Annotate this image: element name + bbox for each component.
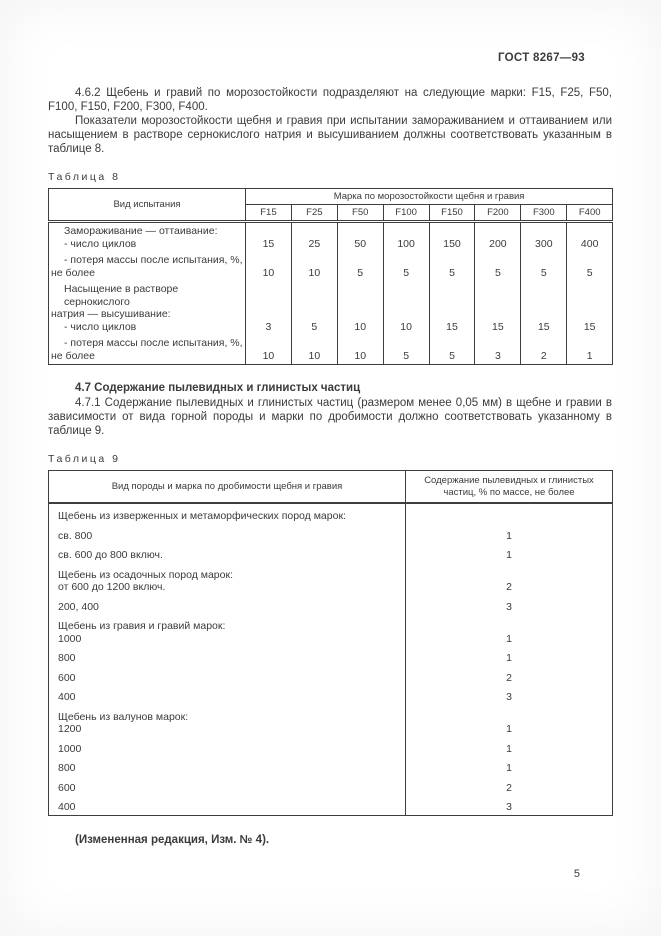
table8-cell-value: 25 (291, 222, 337, 253)
table9-row (49, 795, 613, 815)
table9-cell-value: 1 (506, 762, 512, 774)
table9-row-label (49, 503, 406, 524)
table8-cell-value: 400 (567, 222, 613, 253)
table9-row-label (49, 524, 406, 544)
doc-header (48, 52, 612, 64)
table9-row-label (49, 666, 406, 686)
table8-cell-value: 15 (429, 281, 475, 335)
table8-label-line: - число циклов (64, 320, 137, 333)
table8-cell-value: 150 (429, 222, 475, 253)
table8-cell-value: 100 (383, 222, 429, 253)
table9-cell-value: 3 (506, 801, 512, 813)
table9-row (49, 543, 613, 563)
table8-cell-value: 5 (337, 252, 383, 281)
table8-mark-header: F15 (246, 205, 292, 222)
table9-row (49, 614, 613, 646)
table9-row-label (49, 646, 406, 666)
section-4-7-heading: 4.7 Содержание пылевидных и глинистых частиц (75, 382, 361, 394)
table9-row-label (49, 776, 406, 796)
table9-row (49, 776, 613, 796)
table9-cell-value: 3 (506, 600, 512, 613)
table8-row-label (49, 281, 246, 335)
table8-group-header: Марка по морозостойкости щебня и гравия (246, 189, 613, 205)
table8-label-line: натрия — высушивание: (51, 308, 171, 320)
table9-row-label (49, 685, 406, 705)
table9-cell-value: 2 (506, 781, 512, 794)
table9-label-line: 200, 400 (58, 600, 99, 613)
table8 (48, 188, 613, 365)
table8-mark-header: F400 (567, 205, 613, 222)
table8-mark-header: F150 (429, 205, 475, 222)
table9-row (49, 737, 613, 757)
table8-row-label (49, 222, 246, 253)
table8-mark-header: F300 (521, 205, 567, 222)
table9-row (49, 524, 613, 544)
table8-row-label (49, 335, 246, 365)
table9-row (49, 685, 613, 705)
table8-cell-value: 5 (429, 335, 475, 365)
table9-cell-value: 2 (506, 581, 512, 593)
table9-row-label (49, 737, 406, 757)
table8-cell-value: 50 (337, 222, 383, 253)
table8-label-line: не более (51, 266, 95, 279)
table8-cell-value: 15 (567, 281, 613, 335)
table9-label-line: 1200 (58, 723, 82, 735)
table9-row (49, 705, 613, 737)
table8-row (49, 281, 613, 335)
table8-label-line: Замораживание — оттаивание: (64, 225, 218, 237)
table8-mark-header: F100 (383, 205, 429, 222)
table8-cell-value: 3 (475, 335, 521, 365)
table9-row-label (49, 543, 406, 563)
table9-cell-value: 1 (506, 742, 512, 755)
table9-label-line: Щебень из осадочных пород марок: (58, 568, 233, 581)
table9-cell-value: 1 (506, 723, 512, 735)
table8-caption: Таблица 8 (48, 171, 121, 183)
table9-label-line: 400 (58, 691, 76, 703)
table8-cell-value: 10 (383, 281, 429, 335)
table9-label-line: Щебень из изверженных и метаморфических пород марок: (58, 510, 346, 522)
table8-cell-value: 10 (337, 335, 383, 365)
table8-mark-header: F200 (475, 205, 521, 222)
table9-label-line: 600 (58, 671, 76, 684)
amendment-note: (Измененная редакция, Изм. № 4). (75, 833, 270, 846)
table8-cell-value: 5 (291, 281, 337, 335)
table9-cell-value (406, 503, 613, 524)
table9-label-line: 1000 (58, 632, 82, 645)
table8-label-line: - число циклов (64, 237, 137, 250)
paragraph-frost-intro: Показатели морозостойкости щебня и гравия при испытании замораживанием и оттаиванием или насыщением в растворе сернокислого натрия и высушиванием должны соответствовать указанным в таблице 8. (48, 115, 612, 155)
table9-label-line: 1000 (58, 742, 82, 755)
page-number: 5 (573, 867, 580, 880)
table9 (48, 470, 613, 816)
table8-label-line: - потеря массы после испытания, %, (64, 254, 243, 266)
table9-row-label (49, 595, 406, 615)
table9-row-label (49, 795, 406, 815)
table8-row-label (49, 252, 246, 281)
table9-label-line: св. 800 (58, 529, 93, 542)
table9-cell-value: 1 (506, 652, 512, 664)
table9-label-line: 400 (58, 801, 76, 813)
table8-mark-header: F25 (291, 205, 337, 222)
table9-row-label (49, 614, 406, 646)
table8-col1-header: Вид испытания (49, 189, 246, 222)
table9-label-line: 800 (58, 652, 76, 664)
table8-cell-value: 5 (475, 252, 521, 281)
table8-cell-value: 5 (383, 252, 429, 281)
table9-row-label (49, 563, 406, 595)
table8-header-row-1 (49, 189, 613, 205)
table9-col1-header: Вид породы и марка по дробимости щебня и гравия (49, 471, 406, 504)
table8-cell-value: 5 (429, 252, 475, 281)
table9-cell-value: 1 (506, 549, 512, 561)
table9-label-line: Щебень из валунов марок: (58, 710, 189, 723)
table9-row (49, 666, 613, 686)
table9-row (49, 563, 613, 595)
paragraph-4-6-2: 4.6.2 Щебень и гравий по морозостойкости подразделяют на следующие марки: F15, F25, F50, F100, F150, F200, F300, F400. (48, 87, 612, 113)
table8-cell-value: 15 (521, 281, 567, 335)
table8-mark-header: F50 (337, 205, 383, 222)
table8-cell-value: 15 (246, 222, 292, 253)
table8-row (49, 222, 613, 253)
table8-cell-value: 10 (246, 335, 292, 365)
table9-col2-header: Содержание пылевидных и глинистых частиц, % по массе, не более (406, 471, 613, 504)
table9-label-line: св. 600 до 800 включ. (58, 549, 163, 561)
table8-label-line: - потеря массы после испытания, %, (64, 337, 243, 349)
table8-cell-value: 15 (475, 281, 521, 335)
table8-row (49, 252, 613, 281)
table9-row-label (49, 756, 406, 776)
table9-label-line: 800 (58, 762, 76, 774)
table8-cell-value: 5 (521, 252, 567, 281)
table8-label-line: не более (51, 349, 95, 362)
table8-cell-value: 10 (246, 252, 292, 281)
table8-cell-value: 10 (291, 252, 337, 281)
table8-cell-value: 5 (383, 335, 429, 365)
table8-cell-value: 300 (521, 222, 567, 253)
table9-cell-value: 1 (506, 632, 512, 645)
table8-cell-value: 10 (337, 281, 383, 335)
doc-number: ГОСТ 8267—93 (497, 52, 585, 64)
table9-cell-value: 3 (506, 691, 512, 703)
table9-caption: Таблица 9 (48, 453, 121, 465)
table9-label-line: 600 (58, 781, 76, 794)
table8-cell-value: 5 (567, 252, 613, 281)
table9-row-label (49, 705, 406, 737)
table9-cell-value: 2 (506, 671, 512, 684)
table8-label-line: Насыщение в растворе сернокислого (64, 283, 179, 308)
table8-cell-value: 200 (475, 222, 521, 253)
table8-cell-value: 10 (291, 335, 337, 365)
table9-row (49, 595, 613, 615)
table9-cell-value: 1 (506, 529, 512, 542)
table8-row (49, 335, 613, 365)
table9-row (49, 503, 613, 524)
table8-cell-value: 1 (567, 335, 613, 365)
table9-row (49, 756, 613, 776)
table8-cell-value: 3 (246, 281, 292, 335)
table8-cell-value: 2 (521, 335, 567, 365)
table9-label-line: Щебень из гравия и гравий марок: (58, 620, 226, 632)
table9-label-line: от 600 до 1200 включ. (58, 581, 166, 593)
table9-row (49, 646, 613, 666)
paragraph-4-7-1: 4.7.1 Содержание пылевидных и глинистых частиц (размером менее 0,05 мм) в щебне и гравии в зависимости от вида горной породы и марки по дробимости должно соответствовать указанному в таблице 9. (48, 397, 612, 437)
table9-header-row (49, 471, 613, 504)
